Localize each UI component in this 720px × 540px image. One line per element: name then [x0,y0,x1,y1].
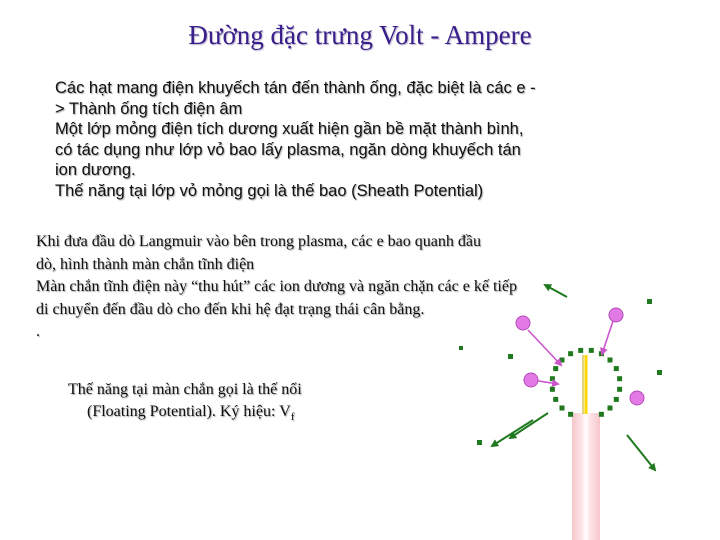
langmuir-line: dò, hình thành màn chắn tĩnh điện [36,255,255,273]
free-electrons [459,299,662,445]
page-title: Đường đặc trưng Volt - Ampere [188,20,532,50]
electron-dot [599,412,604,417]
electron-arrow [627,435,655,470]
intro-line: Thế năng tại lớp vỏ mỏng gọi là thế bao (Sheath Potential) [55,181,484,200]
electron-dot [508,354,513,359]
electron-arrow [545,285,567,297]
probe-body [572,413,600,540]
positive-ions [516,308,644,405]
electron-dot [477,440,482,445]
floating-subscript: f [290,411,295,424]
ion-arrow [602,318,614,354]
electron-dot [617,376,622,381]
langmuir-line: Khi đưa đầu dò Langmuir vào bên trong plasma, các e bao quanh đầu [36,233,481,250]
electron-dot [560,406,565,411]
electron-dot [459,346,463,350]
ion [630,391,644,405]
langmuir-line: di chuyển đến đầu dò cho đến khi hệ đạt trạng thái cân bằng. [36,300,425,318]
floating-line: Thế năng tại màn chắn gọi là thế nổi [68,381,302,398]
electron-dot [550,387,555,392]
electron-dot [589,348,594,353]
electron-dot [568,412,573,417]
intro-line: ion dương. [55,161,136,179]
intro-line: > Thành ống tích điện âm [55,99,243,118]
electron-dot [553,366,558,371]
electron-dot [608,358,613,363]
electron-dot [617,387,622,392]
electron-dot [608,406,613,411]
electron-dot [647,299,652,304]
electron-arrow [510,413,548,438]
electron-dot [550,376,555,381]
ion-arrows [528,318,614,384]
electron-arrow [492,420,533,446]
floating-label: (Floating Potential). Ký hiệu: V [87,403,291,420]
ion [516,316,530,330]
intro-line: Một lớp mỏng điện tích dương xuất hiện gần bề mặt thành bình, [55,120,524,138]
langmuir-line: . [36,323,40,341]
electron-dot [614,366,619,371]
langmuir-line: Màn chắn tĩnh điện này “thu hút” các ion dương và ngăn chặn các e kế tiếp [36,278,517,296]
electron-dot [614,397,619,402]
electron-dot [560,358,565,363]
intro-line: có tác dụng như lớp vỏ bao lấy plasma, ngăn dòng khuyếch tán [55,140,521,159]
electron-dot [657,370,662,375]
intro-line: Các hạt mang điện khuyếch tán đến thành ống, đặc biệt là các e - [55,79,536,97]
ion [609,308,623,322]
ion-arrow [528,330,561,365]
ion [524,373,538,387]
electron-dot [578,348,583,353]
electron-dot [553,397,558,402]
electron-dot [568,351,573,356]
